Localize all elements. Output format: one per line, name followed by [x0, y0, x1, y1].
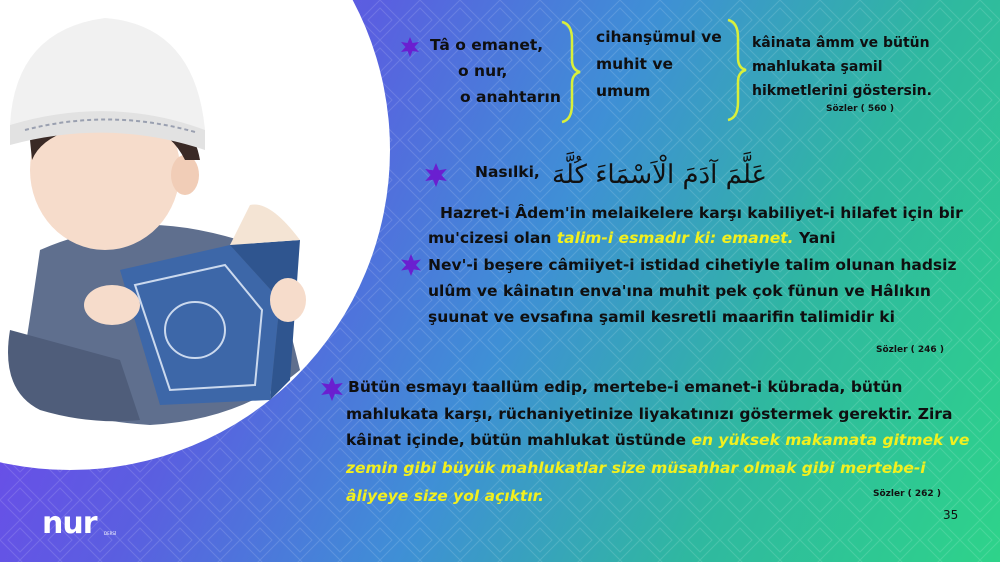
- block1-source: Sözler ( 560 ): [826, 104, 894, 114]
- nur-logo: nur: [42, 506, 97, 541]
- block2-source: Sözler ( 246 ): [876, 345, 944, 355]
- curly-brace-icon: [558, 20, 584, 124]
- logo-subtitle: DERSİ: [104, 531, 117, 536]
- star-bullet-icon: [400, 37, 420, 57]
- block1-col3-line2: mahlukata şamil: [752, 59, 883, 75]
- boy-reading-quran-illustration: [0, 0, 330, 440]
- block1-col1-line2: o nur,: [458, 62, 508, 80]
- block3-source: Sözler ( 262 ): [873, 489, 941, 499]
- highlight-text: talim-i esmadır ki: emanet.: [556, 229, 794, 247]
- block1-col3-line3: hikmetlerini göstersin.: [752, 83, 932, 99]
- block1-col2-line2: muhit ve: [596, 55, 673, 73]
- block2-line4: ulûm ve kâinatın enva'ına muhit pek çok fünun ve Hâlıkın: [428, 282, 931, 300]
- curly-brace-icon: [724, 18, 750, 122]
- block1-col2-line1: cihanşümul ve: [596, 28, 722, 46]
- block3-line5: âliyeye size yol açıktır.: [346, 487, 544, 505]
- star-bullet-icon: [320, 377, 344, 401]
- block2-line5: şuunat ve evsafına şamil kesretli maarifin talimidir ki: [428, 308, 895, 326]
- highlight-text: en yüksek makamata gitmek ve: [691, 431, 970, 449]
- block1-col1-line3: o anahtarın: [460, 88, 561, 106]
- block3-line1: Bütün esmayı taallüm edip, mertebe-i emanet-i kübrada, bütün: [348, 378, 903, 396]
- block2-line2: mu'cizesi olan talim-i esmadır ki: emanet. Yani: [428, 229, 836, 247]
- block3-line4: zemin gibi büyük mahlukatlar size müsahhar olmak gibi mertebe-i: [346, 459, 926, 477]
- block3-line3: kâinat içinde, bütün mahlukat üstünde en yüksek makamata gitmek ve: [346, 431, 970, 449]
- block1-col2-line3: umum: [596, 82, 651, 100]
- star-bullet-icon: [400, 254, 422, 276]
- block1-col3-line1: kâinata âmm ve bütün: [752, 35, 930, 51]
- page-number: 35: [943, 508, 959, 522]
- block2-line1: Hazret-i Âdem'in melaikelere karşı kabiliyet-i hilafet için bir: [440, 204, 963, 222]
- block3-line2: mahlukata karşı, rüchaniyetinize liyakatınızı göstermek gerektir. Zira: [346, 405, 953, 423]
- arabic-verse: عَلَّمَ آدَمَ الْاَسْمَاءَ كُلَّهَ: [552, 160, 768, 190]
- block2-line3: Nev'-i beşere câmiiyet-i istidad cihetiyle talim olunan hadsiz: [428, 256, 957, 274]
- block1-col1-line1: Tâ o emanet,: [430, 36, 544, 54]
- block2-intro: Nasılki,: [475, 163, 540, 181]
- star-bullet-icon: [424, 163, 448, 187]
